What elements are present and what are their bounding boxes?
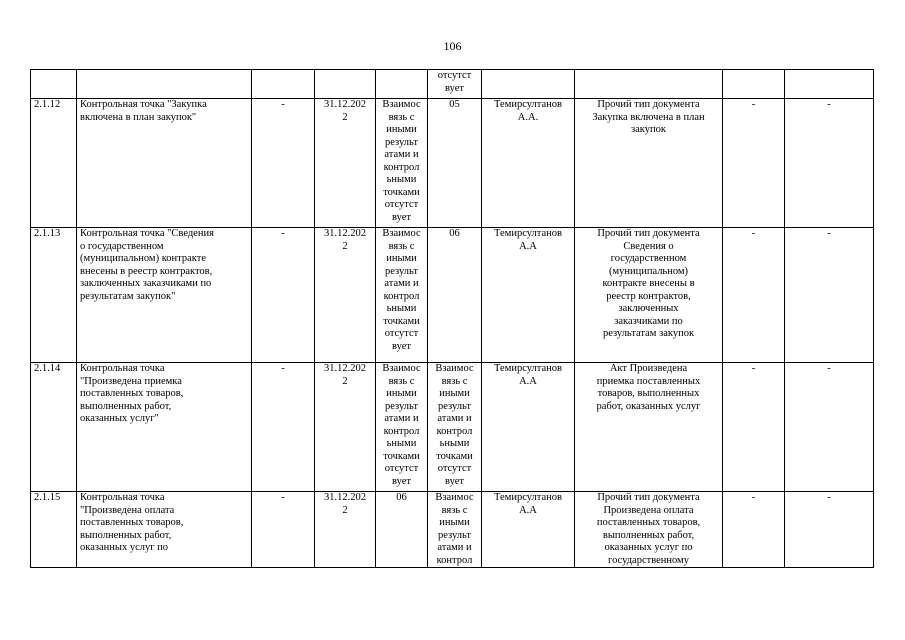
table-row bbox=[31, 70, 874, 99]
control-point-name-cell bbox=[77, 70, 252, 99]
document-type-cell: Прочий тип документа Закупка включена в план закупок bbox=[575, 99, 723, 228]
dash-cell: - bbox=[723, 99, 785, 228]
relationship-cell bbox=[376, 70, 428, 99]
document-type-cell: Прочий тип документа Сведения о государственном (муниципальном) контракте внесены в реестр контрактов, заключенных заказчиками по результатам закупок bbox=[575, 228, 723, 363]
date-cell bbox=[315, 70, 376, 99]
dash-cell: - bbox=[723, 492, 785, 568]
date-cell: 31.12.202 2 bbox=[315, 492, 376, 568]
row-number-cell: 2.1.13 bbox=[31, 228, 77, 363]
date-cell: 31.12.202 2 bbox=[315, 228, 376, 363]
code-cell: 06 bbox=[428, 228, 482, 363]
row-number-cell: 2.1.15 bbox=[31, 492, 77, 568]
document-type-cell: Прочий тип документа Произведена оплата поставленных товаров, выполненных работ, оказанных услуг по государственному bbox=[575, 492, 723, 568]
row-number-cell: 2.1.12 bbox=[31, 99, 77, 228]
dash-cell bbox=[252, 70, 315, 99]
dash-cell: - bbox=[785, 228, 874, 363]
responsible-person-cell bbox=[482, 70, 575, 99]
code-cell: отсутст вует bbox=[428, 70, 482, 99]
row-number-cell bbox=[31, 70, 77, 99]
code-cell: Взаимос вязь с иными результ атами и контрол bbox=[428, 492, 482, 568]
dash-cell bbox=[723, 70, 785, 99]
dash-cell: - bbox=[252, 99, 315, 228]
responsible-person-cell: Темирсултанов А.А bbox=[482, 363, 575, 492]
code-cell: Взаимос вязь с иными результ атами и контрол ьными точками отсутст вует bbox=[428, 363, 482, 492]
control-point-name-cell: Контрольная точка "Закупка включена в план закупок" bbox=[77, 99, 252, 228]
dash-cell: - bbox=[785, 363, 874, 492]
responsible-person-cell: Темирсултанов А.А. bbox=[482, 99, 575, 228]
control-point-name-cell: Контрольная точка "Сведения о государственном (муниципальном) контракте внесены в реестр контрактов, заключенных заказчиками по результатам закупок" bbox=[77, 228, 252, 363]
code-cell: 05 bbox=[428, 99, 482, 228]
dash-cell: - bbox=[252, 363, 315, 492]
control-points-table bbox=[30, 69, 874, 568]
dash-cell: - bbox=[723, 363, 785, 492]
table-row bbox=[31, 492, 874, 568]
relationship-cell: 06 bbox=[376, 492, 428, 568]
document-type-cell: Акт Произведена приемка поставленных товаров, выполненных работ, оказанных услуг bbox=[575, 363, 723, 492]
relationship-cell: Взаимос вязь с иными результ атами и контрол ьными точками отсутст вует bbox=[376, 99, 428, 228]
control-point-name-cell: Контрольная точка "Произведена оплата поставленных товаров, выполненных работ, оказанных услуг по bbox=[77, 492, 252, 568]
relationship-cell: Взаимос вязь с иными результ атами и контрол ьными точками отсутст вует bbox=[376, 228, 428, 363]
control-point-name-cell: Контрольная точка "Произведена приемка поставленных товаров, выполненных работ, оказанных услуг" bbox=[77, 363, 252, 492]
row-number-cell: 2.1.14 bbox=[31, 363, 77, 492]
date-cell: 31.12.202 2 bbox=[315, 363, 376, 492]
page-number: 106 bbox=[443, 39, 462, 53]
table-row bbox=[31, 363, 874, 492]
dash-cell bbox=[785, 70, 874, 99]
document-type-cell bbox=[575, 70, 723, 99]
responsible-person-cell: Темирсултанов А.А bbox=[482, 492, 575, 568]
relationship-cell: Взаимос вязь с иными результ атами и контрол ьными точками отсутст вует bbox=[376, 363, 428, 492]
date-cell: 31.12.202 2 bbox=[315, 99, 376, 228]
dash-cell: - bbox=[785, 492, 874, 568]
dash-cell: - bbox=[252, 492, 315, 568]
dash-cell: - bbox=[252, 228, 315, 363]
table-row bbox=[31, 228, 874, 363]
dash-cell: - bbox=[785, 99, 874, 228]
responsible-person-cell: Темирсултанов А.А bbox=[482, 228, 575, 363]
dash-cell: - bbox=[723, 228, 785, 363]
table-row bbox=[31, 99, 874, 228]
